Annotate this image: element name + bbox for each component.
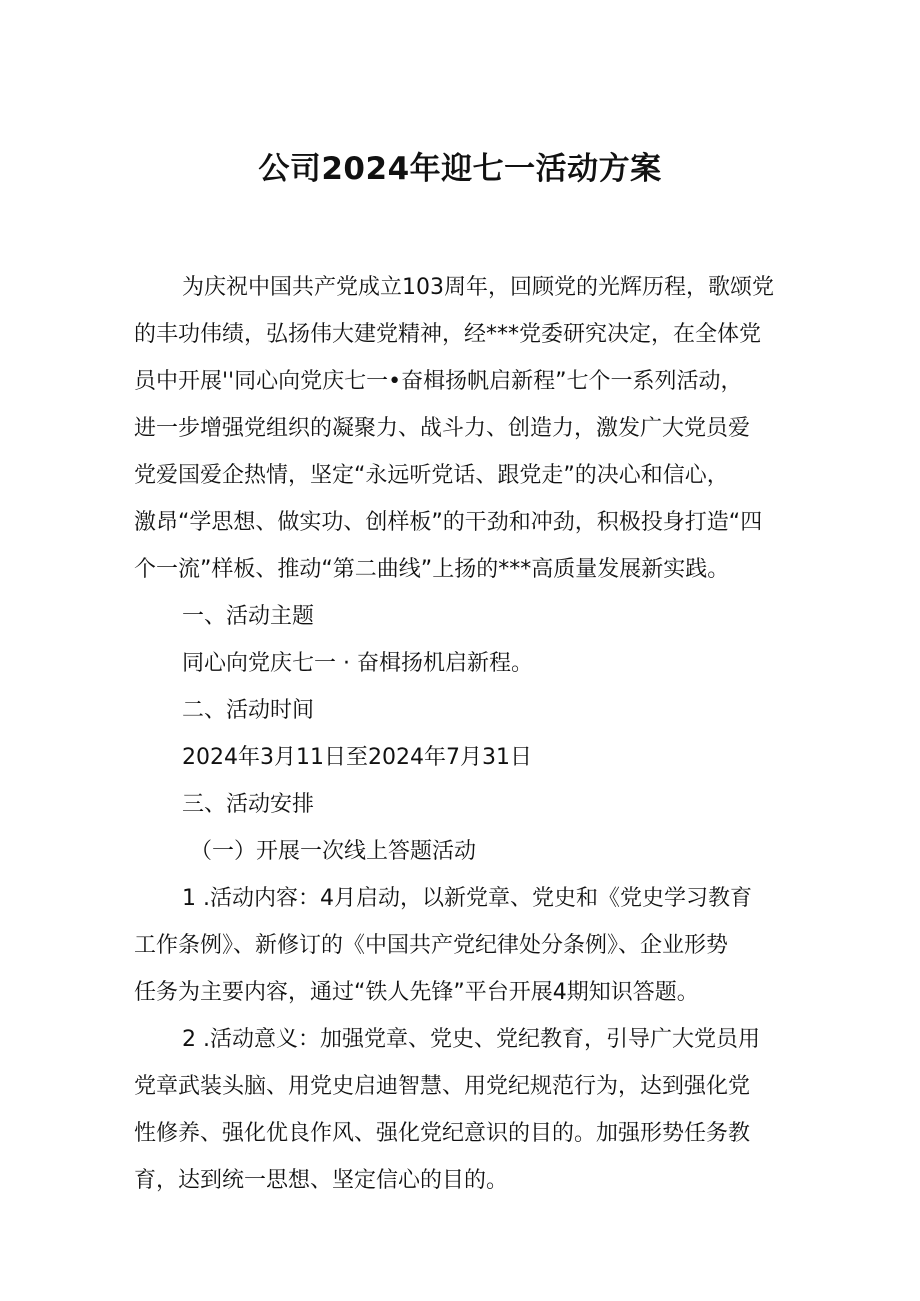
text-line: 激昂“学思想、做实功、创样板”的干劲和冲劲，积极投身打造“四 [134,510,763,535]
text-line: 1 .活动内容：4月启动，以新党章、党史和《党史学习教育 [182,886,752,911]
text-line: 个一流”样板、推动“第二曲线”上扬的***高质量发展新实践。 [134,557,730,582]
text-line: 员中开展''同心向党庆七一•奋楫扬帆启新程”七个一系列活动， [134,369,743,394]
section-heading: 二、活动时间 [182,698,315,723]
text-line: 育，达到统一思想、坚定信心的目的。 [134,1168,509,1193]
item-paragraph [134,875,794,1016]
text-line: 工作条例》、新修订的《中国共产党纪律处分条例》、企业形势 [134,933,729,958]
document-title: 公司2024年迎七一活动方案 [258,150,662,187]
section-text: 2024年3月11日至2024年7月31日 [182,745,532,770]
text-line: 性修养、强化优良作风、强化党纪意识的目的。加强形势任务教 [134,1121,751,1146]
text-line: 进一步增强党组织的凝聚力、战斗力、创造力，激发广大党员爱 [134,416,751,441]
subsection-heading: （一）开展一次线上答题活动 [190,839,477,864]
text-line: 任务为主要内容，通过“铁人先锋”平台开展4期知识答题。 [134,980,699,1005]
text-line: 党爱国爱企热情，坚定“永远听党话、跟党走”的决心和信心， [134,463,729,488]
text-line: 2 .活动意义：加强党章、党史、党纪教育，引导广大党员用 [182,1027,760,1052]
section-heading: 三、活动安排 [182,792,315,817]
text-line: 为庆祝中国共产党成立103周年，回顾党的光辉历程，歌颂党 [182,275,774,300]
section-heading: 一、活动主题 [182,604,315,629]
text-line: 党章武装头脑、用党史启迪智慧、用党纪规范行为，达到强化党 [134,1074,751,1099]
document-body [134,264,794,1204]
text-line: 的丰功伟绩，弘扬伟大建党精神，经***党委研究决定，在全体党 [134,322,762,347]
item-paragraph [134,1016,794,1204]
section-text: 同心向党庆七一 · 奋楫扬机启新程。 [182,651,533,676]
intro-paragraph [134,264,794,593]
